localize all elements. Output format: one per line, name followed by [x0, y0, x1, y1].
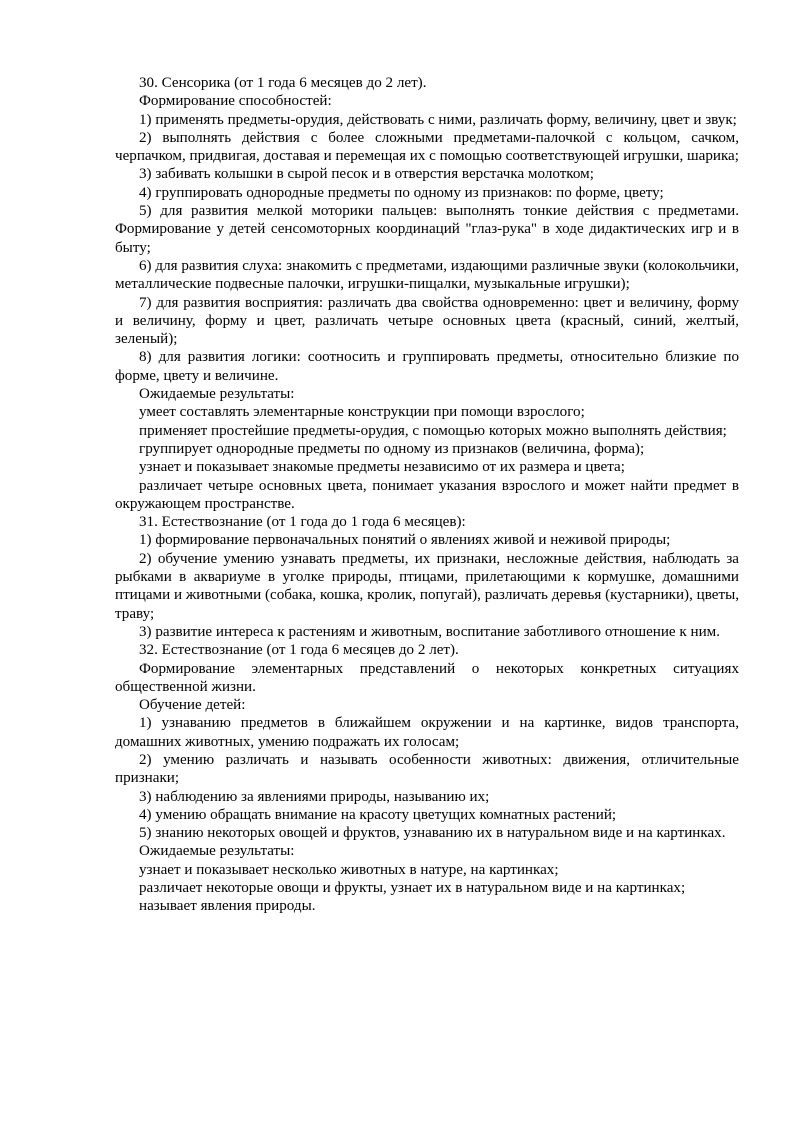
section-30-heading: 30. Сенсорика (от 1 года 6 месяцев до 2 лет).: [139, 75, 427, 91]
list-item: 4) умению обращать внимание на красоту цветущих комнатных растений;: [139, 806, 617, 823]
result-item: называет явления природы.: [139, 898, 316, 915]
list-item: 3) наблюдению за явлениями природы, называнию их;: [139, 788, 490, 805]
result-item: умеет составлять элементарные конструкции при помощи взрослого;: [139, 404, 585, 421]
list-item: 1) узнаванию предметов в ближайшем окружении и на картинке, видов транспорта, домашних животных, умению подражать их голосам;: [115, 715, 739, 750]
list-item: 5) для развития мелкой моторики пальцев: выполнять тонкие действия с предметами. Формирование у детей сенсомоторных координаций "глаз-рука" в ходе дидактических игр и в быту;: [115, 203, 739, 256]
result-item: группирует однородные предметы по одному из признаков (величина, форма);: [139, 440, 645, 457]
result-item: различает четыре основных цвета, понимает указания взрослого и может найти предмет в окружающем пространстве.: [115, 477, 739, 512]
list-item: 8) для развития логики: соотносить и группировать предметы, относительно близкие по форме, цвету и величине.: [115, 349, 739, 384]
section-31-heading: 31. Естествознание (от 1 года до 1 года 6 месяцев):: [139, 514, 466, 531]
list-item: 2) выполнять действия с более сложными предметами-палочкой с кольцом, сачком, черпачком, придвигая, доставая и перемещая их с помощью соответствующей игрушки, шарика;: [115, 129, 739, 165]
list-item: 5) знанию некоторых овощей и фруктов, узнаванию их в натуральном виде и на картинках.: [139, 825, 726, 842]
list-item: 4) группировать однородные предметы по одному из признаков: по форме, цвету;: [139, 184, 664, 201]
document-page: [115, 74, 739, 916]
result-item: применяет простейшие предметы-орудия, с помощью которых можно выполнять действия;: [139, 422, 727, 439]
list-item: 2) умению различать и называть особенности животных: движения, отличительные признаки;: [115, 751, 739, 787]
result-item: узнает и показывает знакомые предметы независимо от их размера и цвета;: [139, 459, 625, 476]
abilities-heading: Формирование способностей:: [139, 93, 332, 110]
list-item: 1) применять предметы-орудия, действовать с ними, различать форму, величину, цвет и звук;: [139, 111, 737, 128]
expected-results-heading: Ожидаемые результаты:: [139, 843, 295, 860]
list-item: 1) формирование первоначальных понятий о явлениях живой и неживой природы;: [139, 532, 671, 549]
list-item: 3) забивать колышки в сырой песок и в отверстия верстачка молотком;: [139, 166, 594, 183]
result-item: узнает и показывает несколько животных в натуре, на картинках;: [139, 861, 559, 878]
expected-results-heading: Ожидаемые результаты:: [139, 386, 295, 403]
list-item: 6) для развития слуха: знакомить с предметами, издающими различные звуки (колокольчики, металлические подвесные палочки, игрушки-пищалки, музыкальные игрушки);: [115, 257, 739, 293]
section-32-heading: 32. Естествознание (от 1 года 6 месяцев до 2 лет).: [139, 642, 459, 659]
teaching-heading: Обучение детей:: [139, 697, 246, 714]
list-item: 2) обучение умению узнавать предметы, их признаки, несложные действия, наблюдать за рыбками в аквариуме в уголке природы, птицами, прилетающими к кормушке, домашними птицами и животными (собака, кошка, кролик, попугай), различать деревья (кустарники), цветы, траву;: [115, 550, 739, 622]
paragraph: Формирование элементарных представлений о некоторых конкретных ситуациях общественной жизни.: [115, 660, 739, 695]
list-item: 3) развитие интереса к растениям и животным, воспитание заботливого отношение к ним.: [139, 623, 720, 640]
result-item: различает некоторые овощи и фрукты, узнает их в натуральном виде и на картинках;: [139, 880, 686, 897]
list-item: 7) для развития восприятия: различать два свойства одновременно: цвет и величину, форму и величину, форму и цвет, различать четыре основных цвета (красный, синий, желтый, зеленый);: [115, 294, 739, 348]
